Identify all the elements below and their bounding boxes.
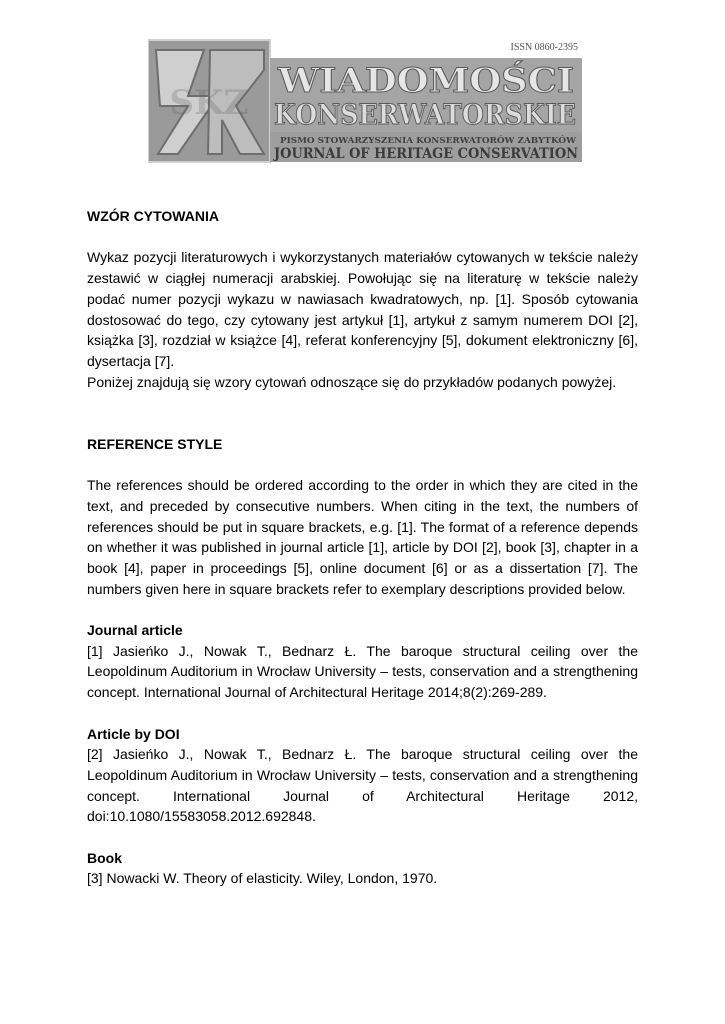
example-text: [1] Jasieńko J., Nowak T., Bednarz Ł. The baroque structural ceiling over the Leopoldinum Auditorium in Wrocław University – tests, conservation and a strengthening concept. International Journal of Architectural Heritage 2014;8(2):269-289. — [87, 642, 638, 701]
example-title: Journal article — [87, 622, 183, 638]
citation-paragraph: Wykaz pozycji literaturowych i wykorzystanych materiałów cytowanych w tekście należy zestawić w ciągłej numeracji arabskiej. Powołując się na literaturę w tekście należy podać numer pozycji wykazu w nawiasach kwadratowych, np. [1]. Sposób cytowania dostosować do tego, czy cytowany jest artykuł [1], artykuł z samym numerem DOI [2], książka [3], rozdział w książce [4], referat konferencyjny [5], dokument elektroniczny [6], dysertacja [7]. — [87, 249, 638, 369]
subtitle-polish: PISMO STOWARZYSZENIA KONSERWATORÓW ZABYTKÓW — [280, 135, 578, 145]
example-title: Book — [87, 849, 122, 866]
citation-note: Poniżej znajdują się wzory cytowań odnoszące się do przykładów podanych powyżej. — [87, 373, 617, 390]
citation-heading: WZÓR CYTOWANIA — [87, 208, 219, 224]
title-line2: KONSERWATORSKIE — [274, 98, 576, 131]
logo-mark-text: SKZ — [169, 83, 249, 123]
journal-logo-graphic — [148, 36, 584, 164]
title-line1: WIADOMOŚCI — [278, 61, 553, 101]
document-body — [87, 206, 638, 889]
example-text: [2] Jasieńko J., Nowak T., Bednarz Ł. The baroque structural ceiling over the Leopoldinum Auditorium in Wrocław University – tests, conservation and a strengthening concept. International Journal of Architectural Heritage 2012, doi:10.1080/15583058.2012.692848. — [87, 746, 638, 825]
journal-header-logo — [148, 36, 584, 164]
example-title: Article by DOI — [87, 725, 180, 742]
subtitle-english: JOURNAL OF HERITAGE CONSERVATION — [272, 146, 579, 162]
issn-label: ISSN 0860-2395 — [510, 42, 578, 53]
reference-heading: REFERENCE STYLE — [87, 435, 223, 452]
example-text: [3] Nowacki W. Theory of elasticity. Wiley, London, 1970. — [87, 870, 438, 887]
reference-paragraph: The references should be ordered according to the order in which they are cited in the text, and preceded by consecutive numbers. When citing in the text, the numbers of references should be put in square brackets, e.g. [1]. The format of a reference depends on whether it was published in journal article [1], article by DOI [2], book [3], chapter in a book [4], paper in proceedings [5], online document [6] or as a dissertation [7]. The numbers given here in square brackets refer to exemplary descriptions provided below. — [87, 477, 638, 597]
